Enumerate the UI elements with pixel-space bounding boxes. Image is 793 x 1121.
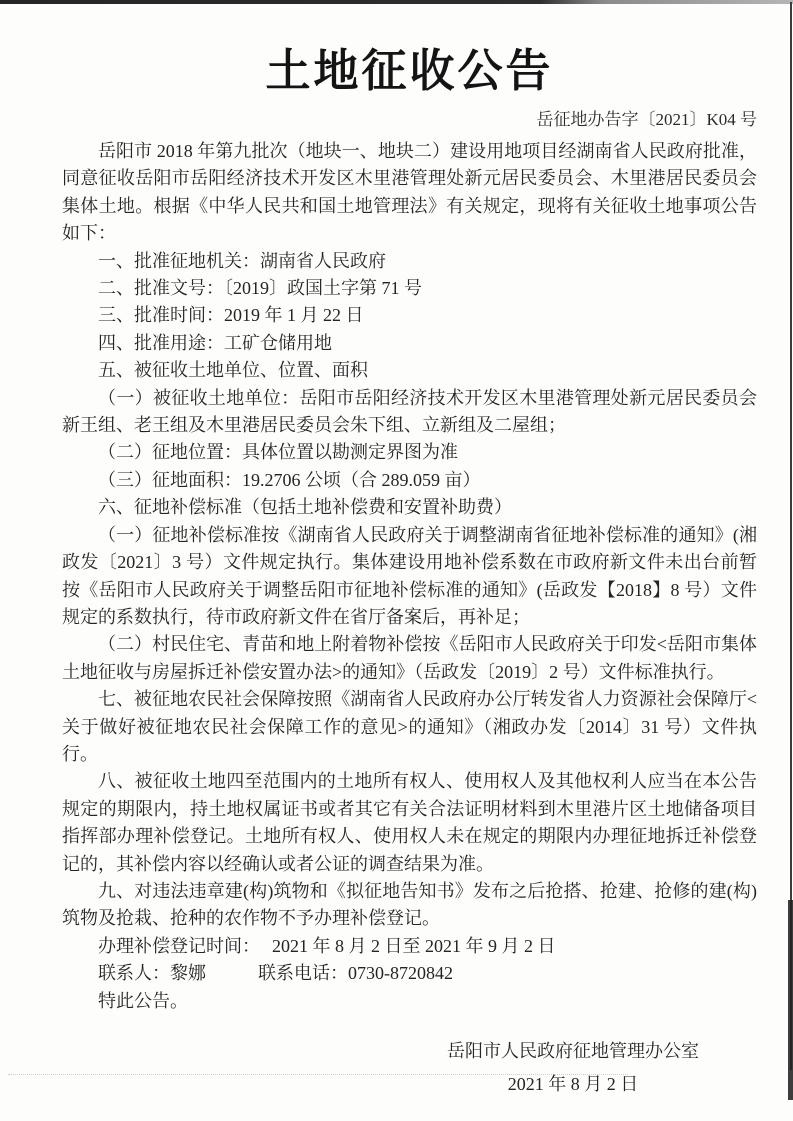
- paragraph-item-3: 三、批准时间：2019 年 1 月 22 日: [98, 305, 364, 326]
- closing-statement: 特此公告。: [98, 990, 188, 1011]
- scan-edge-right-bottom: [788, 900, 793, 1100]
- issuing-office: 岳阳市人民政府征地管理办公室: [447, 1041, 699, 1061]
- contact-person: 联系人：黎娜: [98, 963, 206, 984]
- document-number: 岳征地办告字〔2021〕K04 号: [536, 110, 757, 129]
- scan-edge-top: [0, 0, 793, 4]
- registration-time-value: 2021 年 8 月 2 日至 2021 年 9 月 2 日: [272, 935, 556, 956]
- paragraph-item-9: 九、对违法违章建(构)筑物和《拟征地告知书》发布之后抢搭、抢建、抢修的建(构)筑物及抢栽、抢种的农作物不予办理补偿登记。: [62, 880, 757, 929]
- paragraph-item-8: 八、被征收土地四至范围内的土地所有权人、使用权人及其他权利人应当在本公告规定的期限内，持土地权属证书或者其它有关合法证明材料到木里港片区土地储备项目指挥部办理补偿登记。土地所有权人、使用权人未在规定的期限内办理征地拆迁补偿登记的，其补偿内容以经确认或者公证的调查结果为准。: [62, 771, 757, 874]
- paragraph-intro: 岳阳市 2018 年第九批次（地块一、地块二）建设用地项目经湖南省人民政府批准，同意征收岳阳市岳阳经济技术开发区木里港管理处新元居民委员会、木里港居民委员会集体土地。根据《中华人民共和国土地管理法》有关规定，现将有关征收土地事项公告如下：: [62, 141, 757, 244]
- paragraph-item-1: 一、批准征地机关：湖南省人民政府: [98, 250, 386, 271]
- paragraph-item-5-2: （二）征地位置：具体位置以勘测定界图为准: [98, 442, 458, 463]
- signature-block: [447, 1037, 699, 1098]
- paragraph-item-6-2: （二）村民住宅、青苗和地上附着物补偿按《岳阳市人民政府关于印发<岳阳市集体土地征收与房屋拆迁补偿安置办法>的通知》（岳政发〔2019〕2 号）文件标准执行。: [62, 634, 757, 682]
- paragraph-item-7: 七、被征地农民社会保障按照《湖南省人民政府办公厅转发省人力资源社会保障厅<关于做好被征地农民社会保障工作的意见>的通知》（湘政办发〔2014〕31 号）文件执行。: [62, 689, 757, 764]
- paragraph-item-5-3: （三）征地面积：19.2706 公顷（合 289.059 亩）: [98, 469, 481, 490]
- announcement-body: [62, 138, 757, 1015]
- paragraph-item-4: 四、批准用途：工矿仓储用地: [98, 332, 332, 353]
- paragraph-item-5: 五、被征收土地单位、位置、面积: [98, 360, 368, 381]
- contact-line: [62, 960, 757, 987]
- paragraph-item-6-1: （一）征地补偿标准按《湖南省人民政府关于调整湖南省征地补偿标准的通知》(湘政发〔2021〕3 号）文件规定执行。集体建设用地补偿系数在市政府新文件未出台前暂按《岳阳市人民政府关于调整岳阳市征地补偿标准的通知》(岳政发【2018】8 号）文件规定的系数执行，待市政府新文件在省厅备案后，再补足；: [62, 524, 757, 627]
- page-title: 土地征收公告: [265, 45, 554, 96]
- paragraph-item-6: 六、征地补偿标准（包括土地补偿费和安置补助费）: [98, 497, 512, 518]
- registration-time-line: [62, 933, 757, 960]
- paragraph-item-2: 二、批准文号：〔2019〕政国土字第 71 号: [98, 278, 422, 299]
- announcement-page: [62, 42, 757, 1098]
- paragraph-item-5-1: （一）被征收土地单位：岳阳市岳阳经济技术开发区木里港管理处新元居民委员会新王组、老王组及木里港居民委员会朱下组、立新组及二屋组；: [62, 387, 757, 436]
- registration-time-label: 办理补偿登记时间：: [98, 935, 260, 956]
- contact-phone: 联系电话：0730-8720842: [258, 963, 453, 984]
- issue-date: 2021 年 8 月 2 日: [507, 1074, 639, 1094]
